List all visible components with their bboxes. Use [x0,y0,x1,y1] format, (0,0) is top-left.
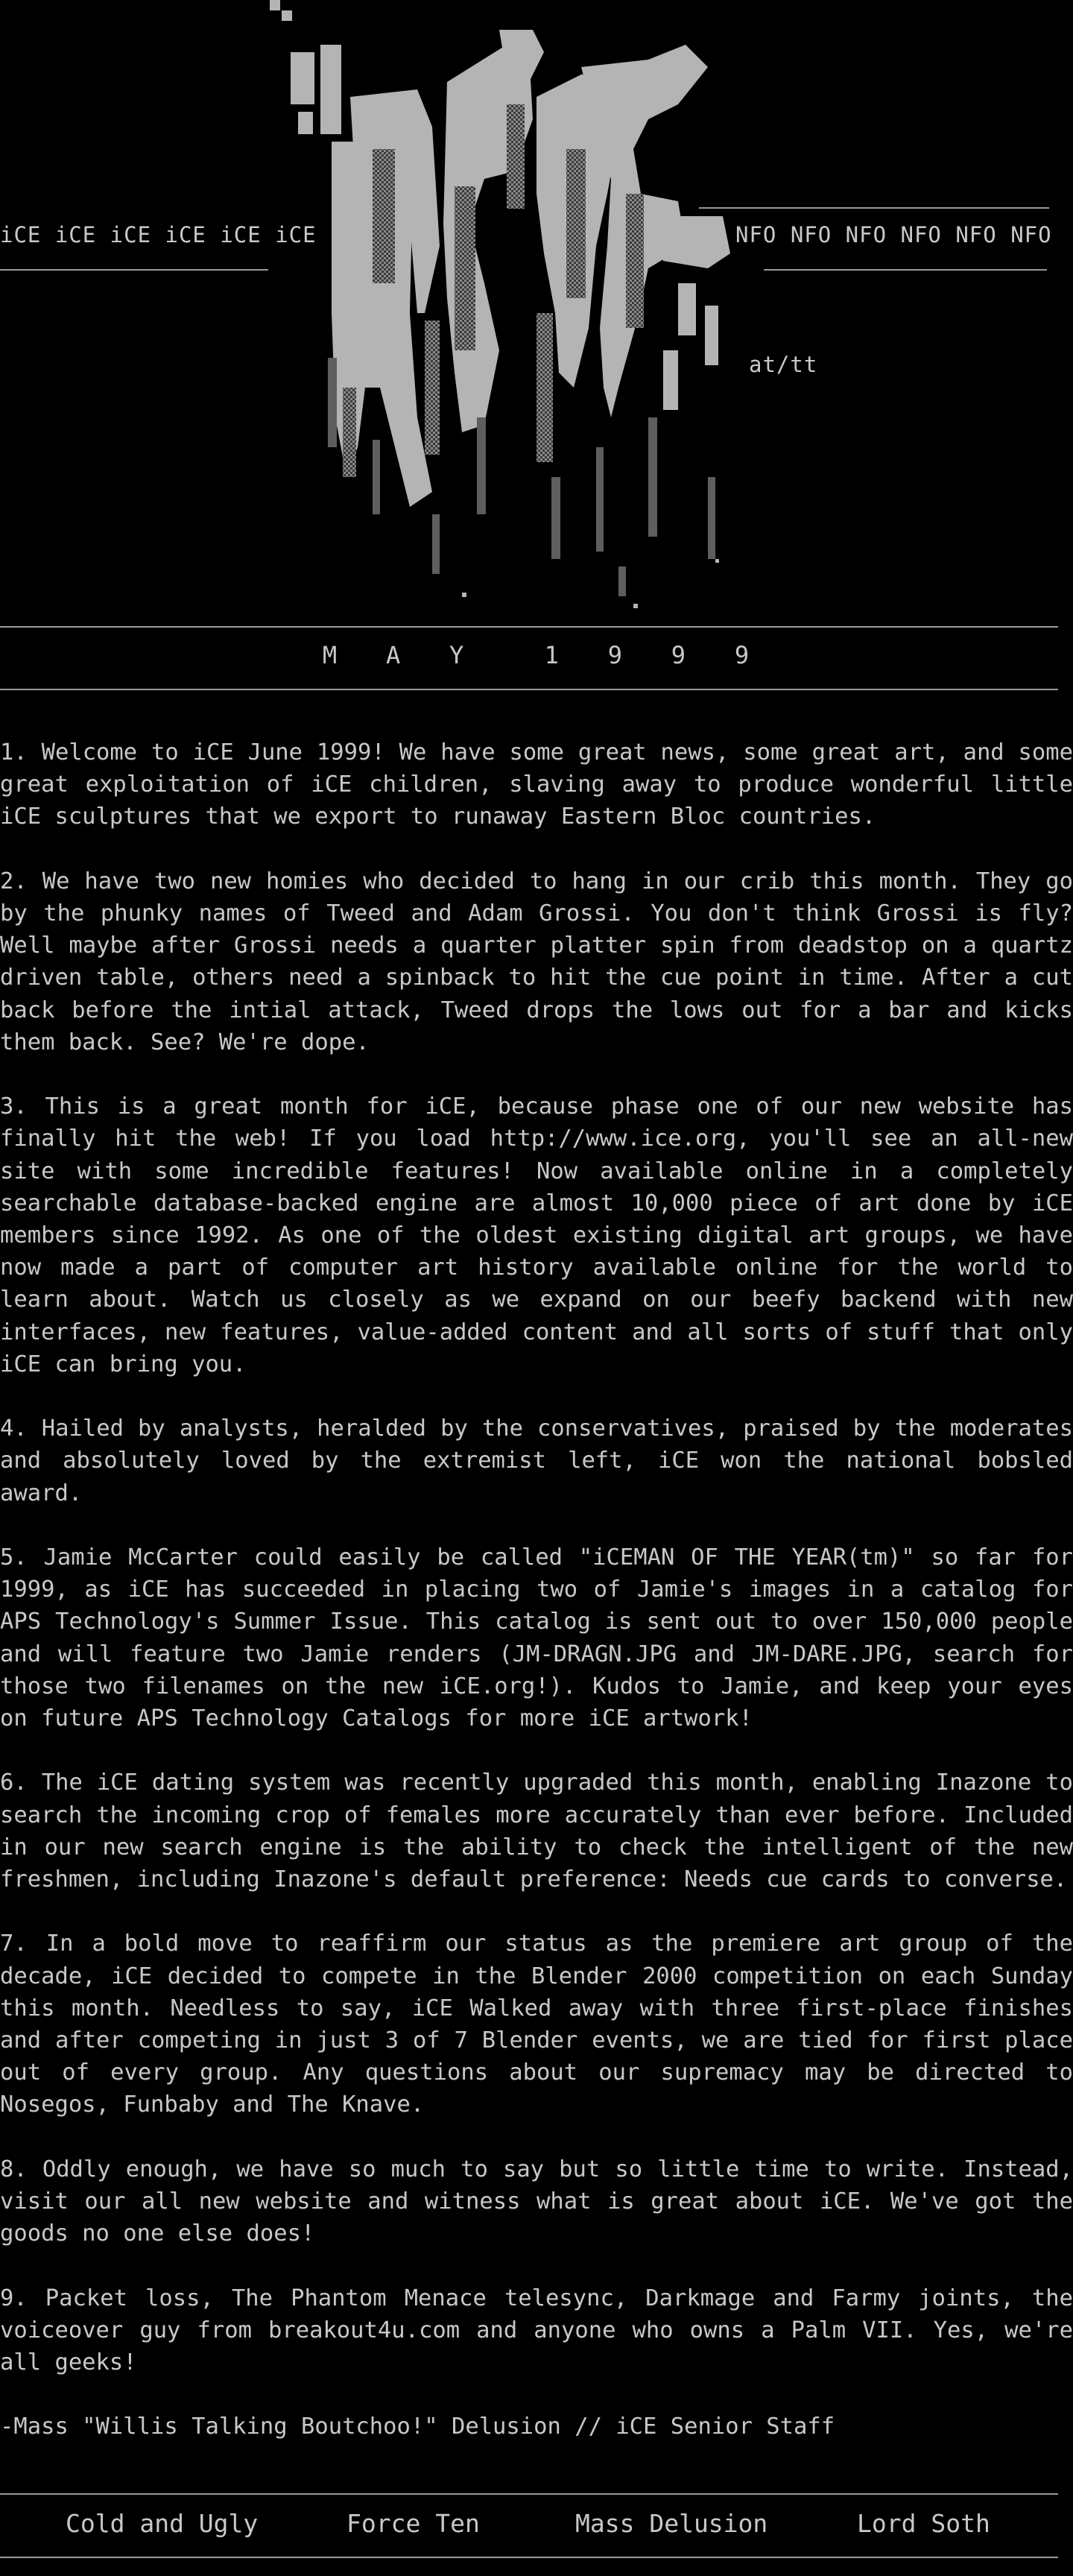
news-item-9: 9. Packet loss, The Phantom Menace telesync, Darkmage and Farmy joints, the voiceover guy from breakout4u.com and anyone who owns a Palm VII. Yes, we're all geeks! [0,2285,1073,2376]
news-item-3: 3. This is a great month for iCE, because phase one of our new website has finally hit the web! If you load http://www.ice.org, you'll see an all-new site with some incredible features! Now available online in a completely searchable database-backed engine are almost 10,000 piece of art done by iCE members since 1992. As one of the oldest existing digital art groups, we have now made a part of computer art history available online for the world to learn about. Watch us closely as we expand on our beefy backend with new interfaces, new features, value-added content and all sorts of stuff that only iCE can bring you. [0,1093,1073,1377]
month-rule-top [0,626,1058,628]
news-item-8: 8. Oddly enough, we have so much to say but so little time to write. Instead, visit our all new website and witness what is great about iCE. We've got the goods no one else does! [0,2156,1073,2247]
logo-shapes [270,0,730,507]
signature: -Mass "Willis Talking Boutchoo!" Delusion // iCE Senior Staff [0,2414,835,2440]
news-body [0,736,1073,2411]
footer-rule-bottom [0,2557,1058,2558]
news-item-4: 4. Hailed by analysts, heralded by the conservatives, praised by the moderates and absolutely loved by the extremist left, iCE won the national bobsled award. [0,1415,1073,1506]
logo-specks [462,559,719,608]
month-rule-bottom [0,689,1058,690]
footer-credits [0,2509,1073,2542]
news-item-1: 1. Welcome to iCE June 1999! We have some great news, some great art, and some great exploitation of iCE children, slaving away to produce wonderful little iCE sculptures that we export to runaway Eastern Bloc countries. [0,739,1073,830]
header-right-rule-lower [764,269,1047,271]
logo-credit: at/tt [749,352,818,377]
header-right-tags: NFO NFO NFO NFO NFO NFO [735,222,1052,247]
footer-name-lord-soth: Lord Soth [857,2509,990,2538]
footer-rule-top [0,2493,1058,2495]
news-item-2: 2. We have two new homies who decided to hang in our crib this month. They go by the phunky names of Tweed and Adam Grossi. You don't think Grossi is fly? Well maybe after Grossi needs a quarter platter spin from deadstop on a quartz driven table, others need a spinback to hit the cue point in time. After a cut back before the intial attack, Tweed drops the lows out for a bar and kicks them back. See? We're dope. [0,868,1073,1055]
footer-name-mass-delusion: Mass Delusion [575,2509,768,2538]
news-item-5: 5. Jamie McCarter could easily be called "iCEMAN OF THE YEAR(tm)" so far for 1999, as iCE has succeeded in placing two of Jamie's images in a catalog for APS Technology's Summer Issue. This catalog is sent out to over 150,000 people and will feature two Jamie renders (JM-DRAGN.JPG and JM-DARE.JPG, search for those two filenames on the new iCE.org!). Kudos to Jamie, and keep your eyes on future APS Technology Catalogs for more iCE artwork! [0,1544,1073,1732]
issue-month: M A Y 1 9 9 9 [322,641,751,669]
footer-name-force-ten: Force Ten [346,2509,480,2538]
header-left-rule [0,269,268,271]
footer-name-cold-and-ugly: Cold and Ugly [66,2509,259,2538]
news-item-7: 7. In a bold move to reaffirm our status as the premiere art group of the decade, iCE decided to compete in the Blender 2000 competition on each Sunday this month. Needless to say, iCE Walked away with three first-place finishes and after competing in just 3 of 7 Blender events, we are tied for first place out of every group. Any questions about our supremacy may be directed to Nosegos, Funbaby and The Knave. [0,1931,1073,2118]
header-left-tags: iCE iCE iCE iCE iCE iCE [0,222,317,247]
news-item-6: 6. The iCE dating system was recently upgraded this month, enabling Inazone to search the incoming crop of females more accurately than ever before. Included in our new search engine is the ability to check the intelligent of the new freshmen, including Inazone's default preference: Needs cue cards to converse. [0,1770,1073,1893]
ice-logo [261,0,782,619]
